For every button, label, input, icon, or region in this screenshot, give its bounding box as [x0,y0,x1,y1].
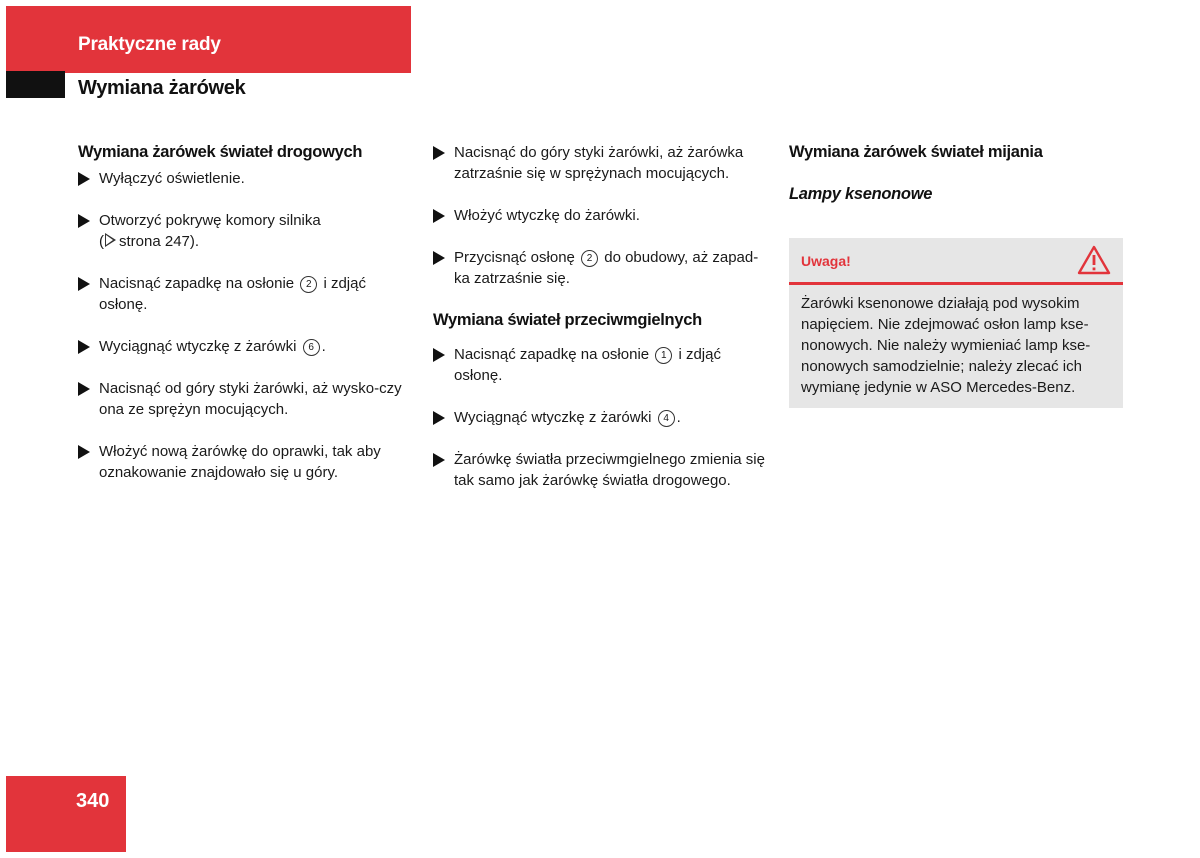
warning-box [789,238,1123,408]
callout-number-icon: 2 [581,250,598,267]
column-high-beam [78,142,408,504]
step-arrow-icon [433,251,445,265]
warning-label: Uwaga! [801,253,851,269]
column-low-beam [789,142,1129,204]
page-number: 340 [76,790,110,812]
step-item: Nacisnąć zapadkę na osłonie 1 i zdjąć osłonę. [433,344,773,386]
heading-low-beam: Wymiana żarówek świateł mijania [789,143,1043,161]
step-arrow-icon [78,382,90,396]
callout-number-icon: 1 [655,347,672,364]
step-item: Przycisnąć osłonę 2 do obudowy, aż zapad-ka zatrzaśnie się. [433,247,773,289]
step-item: Wyciągnąć wtyczkę z żarówki 4 . [433,407,773,428]
step-item: Żarówkę światła przeciwmgielnego zmienia się tak samo jak żarówkę światła drogowego. [433,449,773,491]
page-number-box [6,776,126,852]
step-item: Wyłączyć oświetlenie. [78,168,408,189]
step-arrow-icon [433,146,445,160]
warning-text: Żarówki ksenonowe działają pod wysokim napięciem. Nie zdejmować osłon lamp kse-nonowych. Nie należy wymieniać lamp kse-nonowych samodzielnie; należy zlecać ich wymianę jedynie w ASO Mercedes-Benz. [801,295,1091,396]
chapter-title: Praktyczne rady [78,34,221,55]
step-item: Nacisnąć zapadkę na osłonie 2 i zdjąć osłonę. [78,273,408,315]
step-item: Włożyć wtyczkę do żarówki. [433,205,773,226]
step-item: Nacisnąć od góry styki żarówki, aż wysko-czy ona ze sprężyn mocujących. [78,378,408,420]
step-item: Nacisnąć do góry styki żarówki, aż żarówka zatrzaśnie się w sprężynach mocujących. [433,142,773,184]
heading-fog-lights: Wymiana świateł przeciwmgielnych [433,311,702,329]
header-divider [6,71,411,73]
callout-number-icon: 2 [300,276,317,293]
section-title: Wymiana żarówek [78,77,246,99]
step-item: Włożyć nową żarówkę do oprawki, tak aby oznakowanie znajdowało się u góry. [78,441,408,483]
header-black-tab [6,71,65,98]
step-arrow-icon [78,172,90,186]
step-arrow-icon [78,277,90,291]
page-reference-icon [105,233,116,247]
callout-number-icon: 6 [303,339,320,356]
step-item: Otworzyć pokrywę komory silnika ( strona 247). [78,210,408,252]
page-reference-link[interactable]: strona 247). [119,233,200,250]
step-arrow-icon [433,453,445,467]
step-arrow-icon [78,214,90,228]
subheading-xenon: Lampy ksenonowe [789,185,933,203]
step-arrow-icon [433,411,445,425]
callout-number-icon: 4 [658,410,675,427]
warning-triangle-icon [1077,245,1111,280]
heading-high-beam: Wymiana żarówek świateł drogowych [78,143,363,161]
step-arrow-icon [78,445,90,459]
step-arrow-icon [433,348,445,362]
step-arrow-icon [433,209,445,223]
step-item: Wyciągnąć wtyczkę z żarówki 6 . [78,336,408,357]
step-arrow-icon [78,340,90,354]
warning-header [789,238,1123,285]
column-fog-lights [433,142,773,512]
